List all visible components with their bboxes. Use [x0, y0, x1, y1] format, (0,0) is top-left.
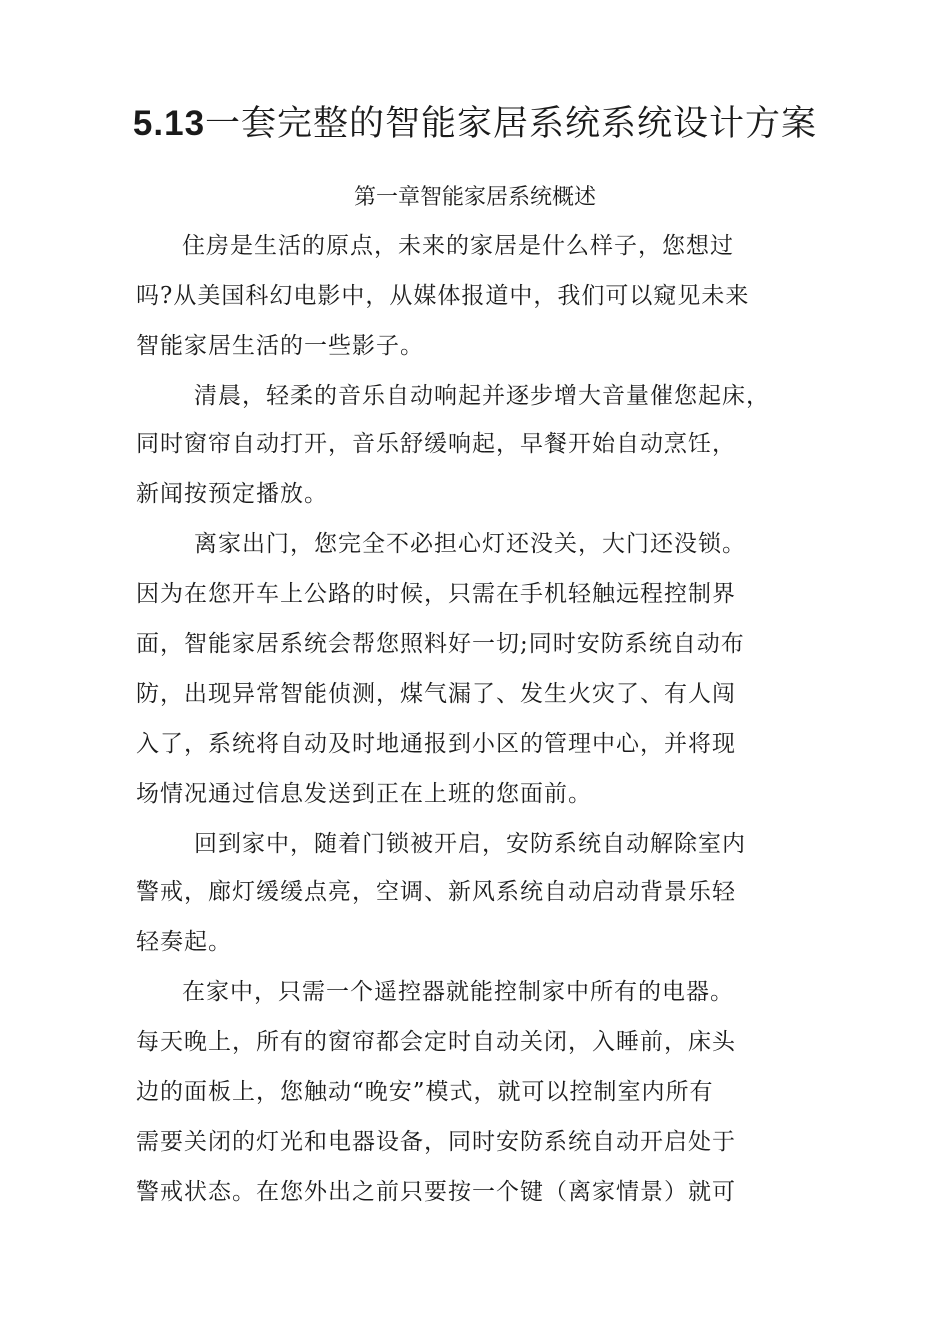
paragraph-line: 新闻按预定播放。	[136, 481, 328, 507]
paragraph-line: 警戒，廊灯缓缓点亮，空调、新风系统自动启动背景乐轻	[136, 879, 736, 905]
paragraph-line: 同时窗帘自动打开，音乐舒缓响起，早餐开始自动烹饪，	[136, 431, 736, 457]
document-title	[0, 96, 950, 152]
paragraph-line: 边的面板上，您触动“晚安”模式，就可以控制室内所有	[136, 1079, 714, 1105]
paragraph-line: 防，出现异常智能侦测，煤气漏了、发生火灾了、有人闯	[136, 681, 736, 707]
paragraph-line: 场情况通过信息发送到正在上班的您面前。	[136, 781, 592, 807]
paragraph-line: 警戒状态。在您外出之前只要按一个键（离家情景）就可	[136, 1179, 736, 1205]
title-number: 5.13	[132, 104, 206, 143]
paragraph-line: 轻奏起。	[136, 929, 232, 955]
paragraph-line: 吗?从美国科幻电影中，从媒体报道中，我们可以窥见未来	[136, 283, 750, 309]
paragraph-line: 因为在您开车上公路的时候，只需在手机轻触远程控制界	[136, 581, 736, 607]
paragraph-line: 智能家居生活的一些影子。	[136, 333, 424, 359]
paragraph-line: 清晨，轻柔的音乐自动响起并逐步增大音量催您起床，	[194, 383, 770, 409]
paragraph-line: 入了，系统将自动及时地通报到小区的管理中心，并将现	[136, 731, 736, 757]
chapter-heading: 第一章智能家居系统概述	[353, 185, 596, 210]
paragraph-line: 需要关闭的灯光和电器设备，同时安防系统自动开启处于	[136, 1129, 736, 1155]
paragraph-line: 回到家中，随着门锁被开启，安防系统自动解除室内	[194, 831, 746, 857]
title-text: 一套完整的智能家居系统系统设计方案	[205, 104, 818, 144]
paragraph-line: 住房是生活的原点，未来的家居是什么样子，您想过	[182, 233, 734, 259]
paragraph-line: 每天晚上，所有的窗帘都会定时自动关闭，入睡前，床头	[136, 1029, 736, 1055]
paragraph-line: 面，智能家居系统会帮您照料好一切;同时安防系统自动布	[136, 631, 745, 657]
paragraph-line: 离家出门，您完全不必担心灯还没关，大门还没锁。	[194, 531, 746, 557]
paragraph-line: 在家中，只需一个遥控器就能控制家中所有的电器。	[182, 979, 734, 1005]
